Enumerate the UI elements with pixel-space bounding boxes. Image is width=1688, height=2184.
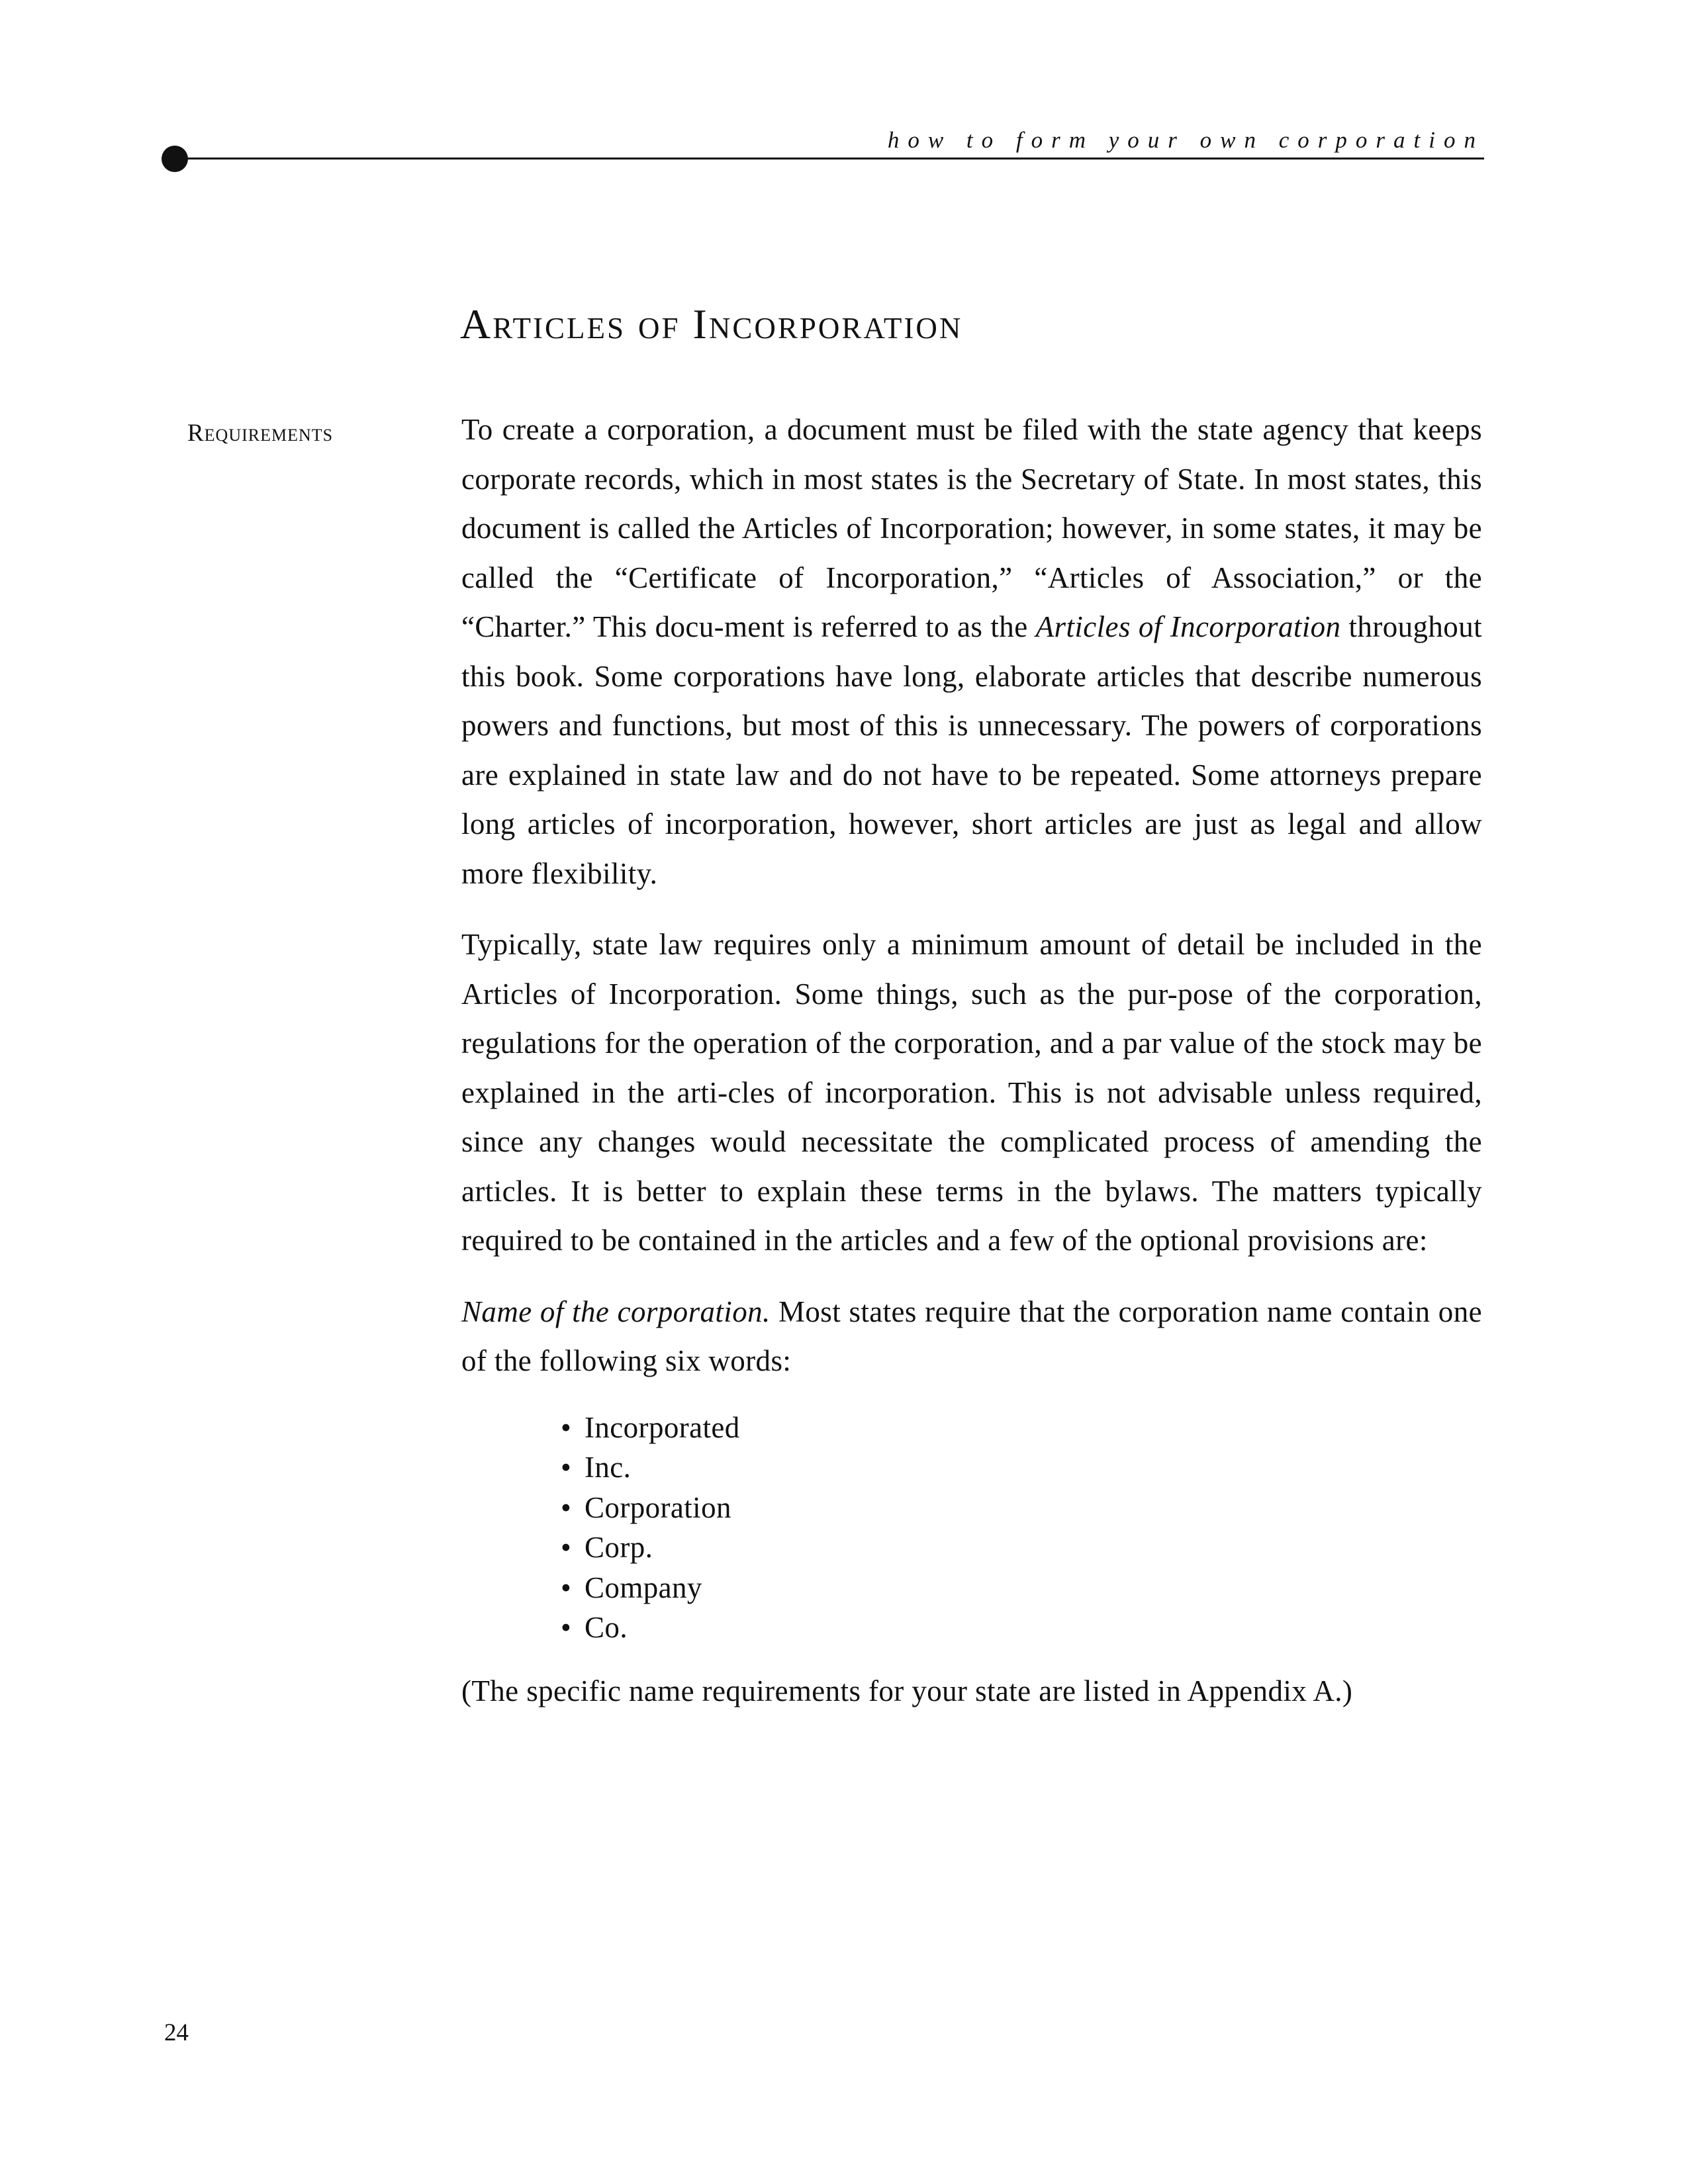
list-item: • Corp. xyxy=(561,1527,1482,1568)
paragraph-appendix-note: (The specific name requirements for your state are listed in Appendix A.) xyxy=(461,1674,1353,1708)
running-head: how to form your own corporation xyxy=(887,127,1484,153)
list-item: • Company xyxy=(561,1568,1482,1608)
paragraph-name-of-corporation xyxy=(461,1287,1482,1386)
page-number: 24 xyxy=(164,2019,189,2046)
paragraph-intro-italic: Articles of Incorporation xyxy=(1035,610,1341,643)
list-item: • Inc. xyxy=(561,1447,1482,1488)
list-item: • Co. xyxy=(561,1608,1482,1648)
header-rule xyxy=(173,158,1484,159)
section-side-label: Requirements xyxy=(187,420,334,447)
header-bullet-dot xyxy=(162,146,188,172)
required-words-list xyxy=(461,1408,1482,1649)
list-item: • Corporation xyxy=(561,1488,1482,1528)
chapter-title: Articles of Incorporation xyxy=(460,300,963,347)
body-column xyxy=(461,405,1482,1738)
name-of-corporation-heading: Name of the corporation. xyxy=(461,1295,771,1328)
paragraph-typical-requirements: Typically, state law requires only a minimum amount of detail be included in the Articles of Incorporation. Some things, such as the pur-pose of the corporation, regulations for the operation of the corporation, and a par value of the stock may be explained in the arti-cles of incorporation. This is not advisable unless required, since any changes would necessitate the complicated process of amending the articles. It is better to explain these terms in the bylaws. The matters typically required to be contained in the articles and a few of the optional provisions are: xyxy=(461,928,1482,1257)
paragraph-intro-text: To create a corporation, a document must be filed with the state agency that keeps corporate records, which in most states is the Secretary of State. In most states, this document is called the Articles of Incorporation; however, in some states, it may be called the “Certificate of Incorporation,” “Articles of Association,” or the “Charter.” This docu-ment is referred to as the xyxy=(461,413,1482,643)
paragraph-intro-text-end: throughout this book. Some corporations have long, elaborate articles that describe numerous powers and functions, but most of this is unnecessary. The powers of corporations are explained in state law and do not have to be repeated. Some attorneys prepare long articles of incorporation, however, short articles are just as legal and allow more flexibility. xyxy=(461,610,1483,890)
list-item: • Incorporated xyxy=(561,1408,1482,1448)
paragraph-intro xyxy=(461,405,1482,898)
name-of-corporation-text: Most states require that the corporation name contain one of the following six words: xyxy=(461,1295,1482,1377)
